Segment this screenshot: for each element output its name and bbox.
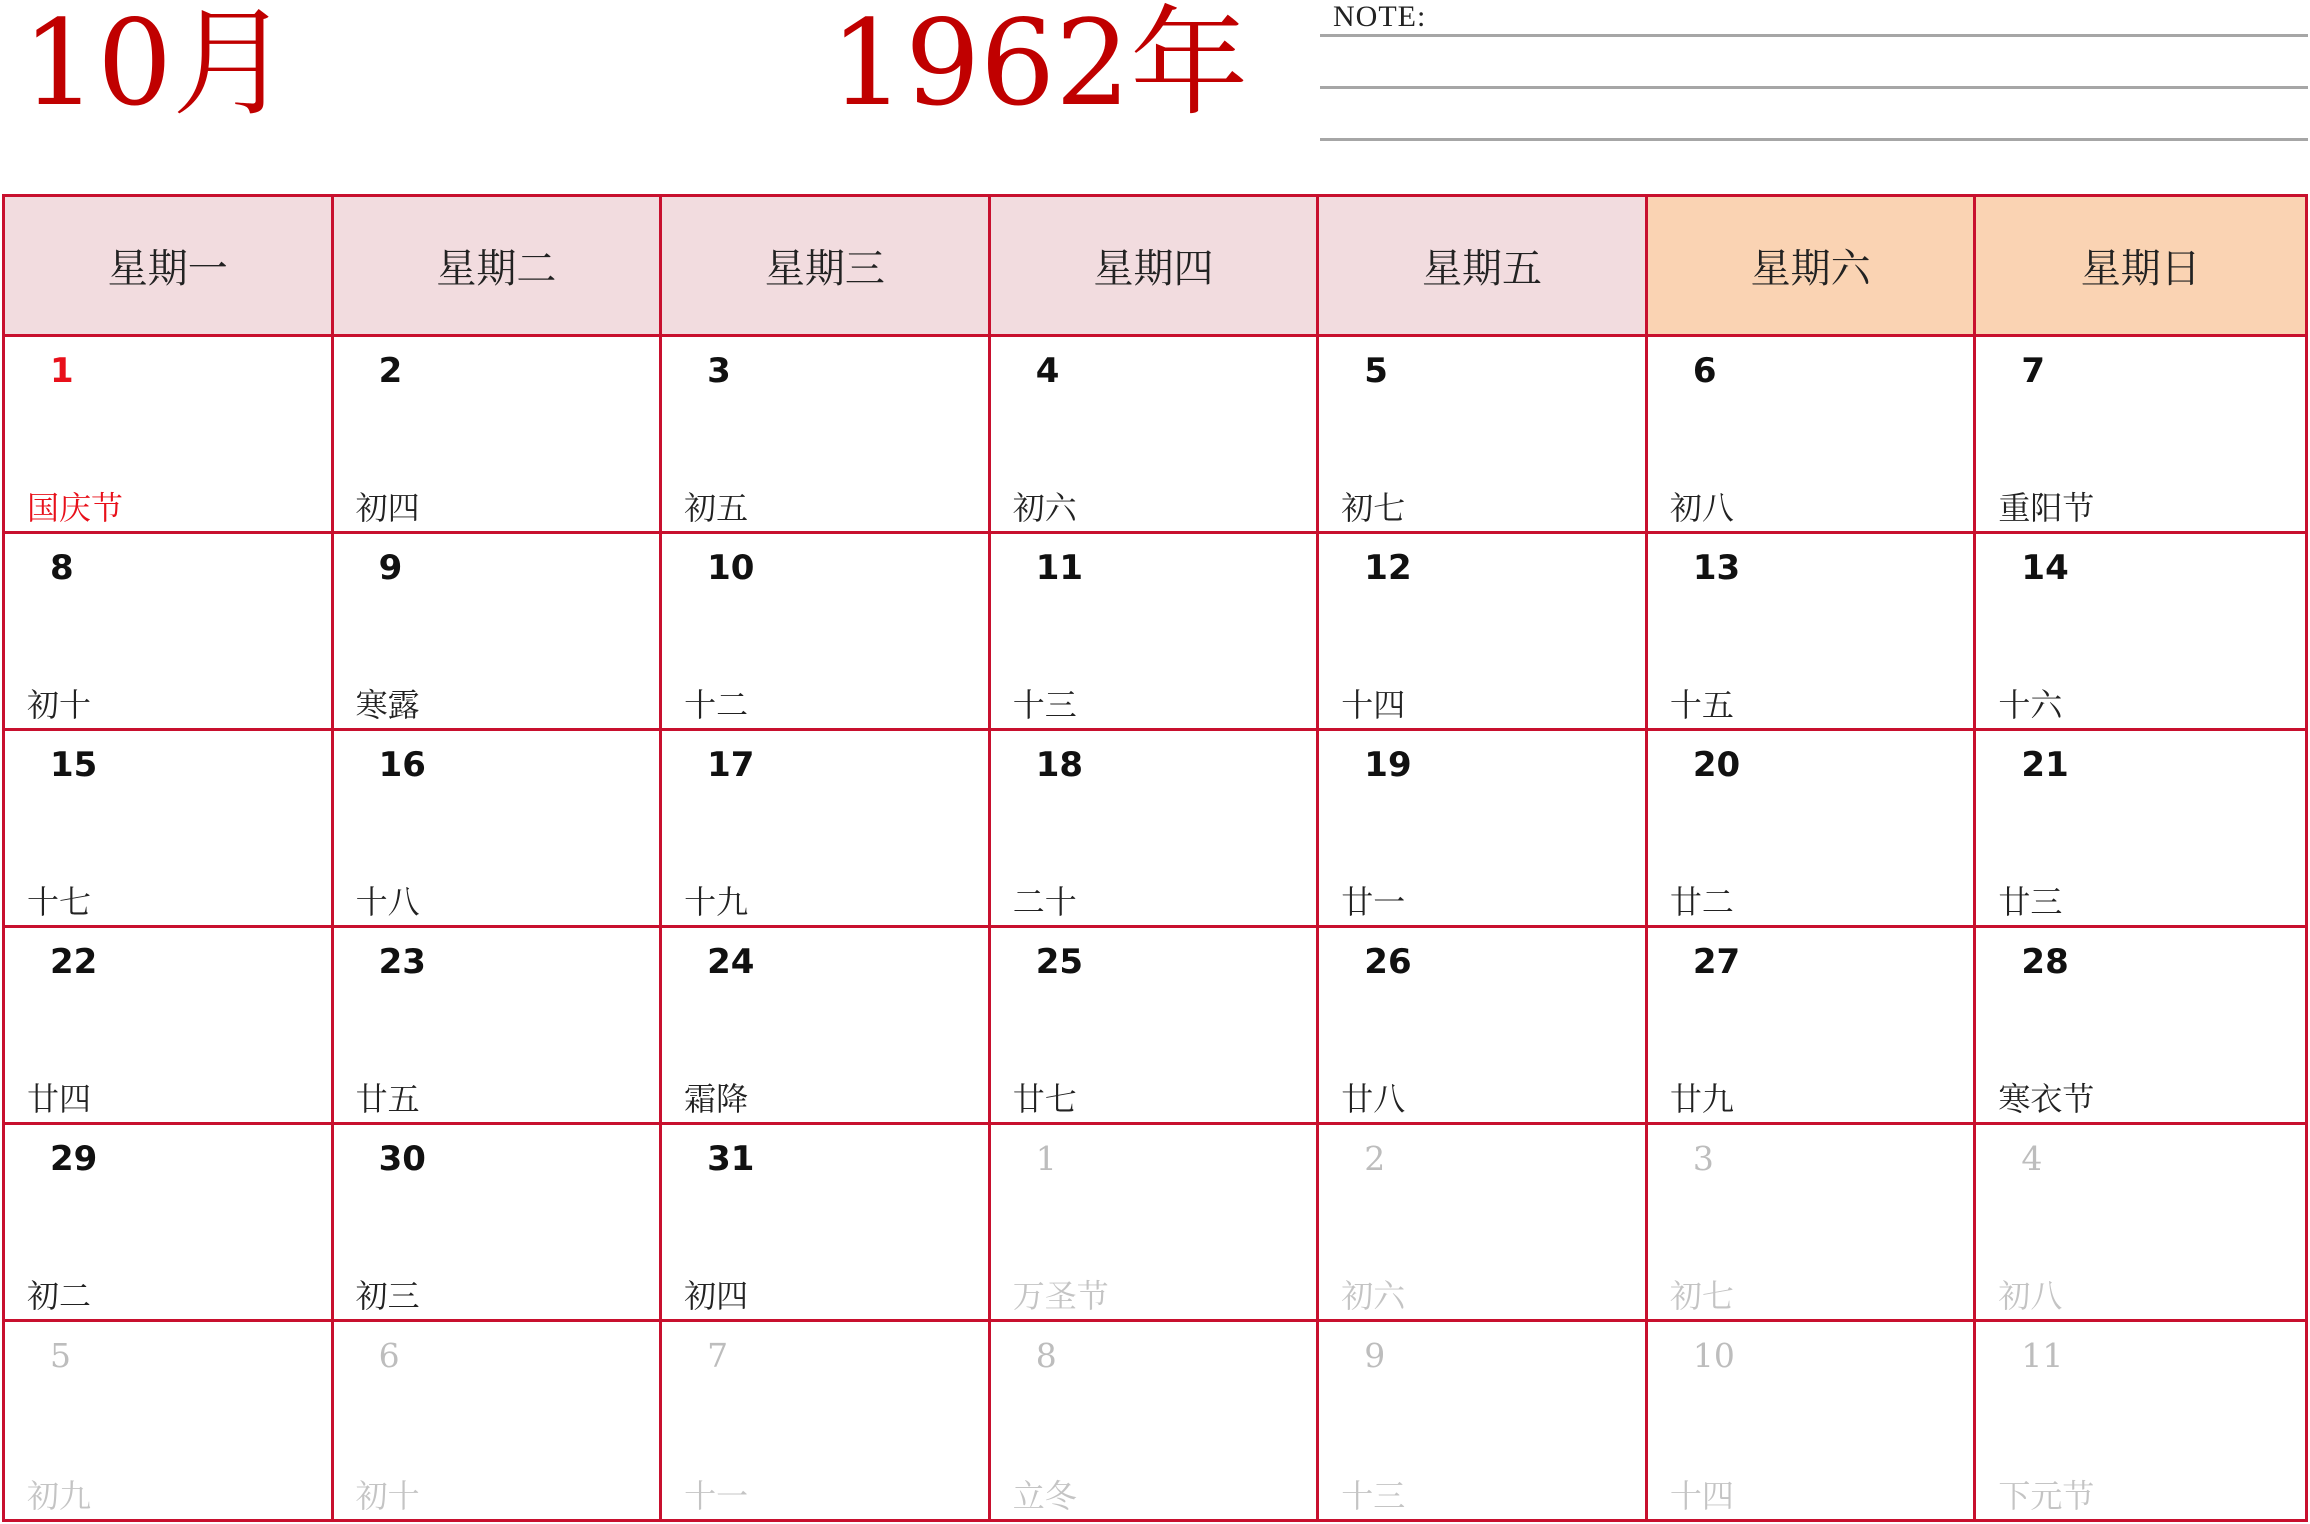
day-cell[interactable] [1976,337,2305,534]
day-cell[interactable] [662,1322,991,1519]
lunar-date: 初八 [1998,1277,2063,1315]
day-number: 4 [2021,1139,2043,1178]
lunar-date: 初六 [1012,489,1077,527]
note-label: NOTE: [1333,0,1427,33]
day-number: 7 [2021,351,2046,391]
day-cell[interactable] [1976,731,2305,928]
day-number: 6 [1692,351,1717,391]
day-number: 1 [50,351,74,391]
lunar-date: 十四 [1341,686,1406,724]
day-number: 14 [2021,548,2069,588]
day-cell[interactable] [334,928,663,1125]
day-number: 3 [707,351,731,391]
day-number: 11 [2021,1336,2064,1375]
day-number: 10 [1692,1336,1735,1375]
day-number: 31 [707,1139,755,1179]
weekday-header-tue: 星期二 [334,197,663,337]
day-cell[interactable] [662,731,991,928]
year-title: 1962年 [830,0,1249,132]
day-cell[interactable] [1976,1322,2305,1519]
lunar-date: 十四 [1669,1477,1734,1515]
lunar-date: 廿七 [1012,1080,1077,1118]
day-cell[interactable] [991,731,1320,928]
day-number: 21 [2021,745,2069,785]
lunar-date: 初三 [355,1277,420,1315]
day-cell[interactable] [1648,337,1977,534]
day-cell[interactable] [1319,731,1648,928]
day-cell[interactable] [1319,1322,1648,1519]
day-cell[interactable] [662,337,991,534]
day-number: 5 [1364,351,1388,391]
note-line [1320,86,2308,89]
day-number: 8 [1035,1336,1057,1375]
lunar-date: 霜降 [684,1080,749,1118]
day-number: 4 [1035,351,1060,391]
lunar-date: 初八 [1669,489,1734,527]
day-number: 24 [707,942,755,982]
day-cell[interactable] [1319,337,1648,534]
lunar-date: 立冬 [1012,1477,1077,1515]
day-number: 5 [50,1336,71,1375]
day-number: 12 [1364,548,1412,588]
day-number: 28 [2021,942,2069,982]
day-number: 17 [707,745,755,785]
lunar-date: 寒露 [355,686,420,724]
day-cell[interactable] [991,928,1320,1125]
day-cell[interactable] [1648,534,1977,731]
note-line [1320,138,2308,141]
day-cell[interactable] [334,731,663,928]
lunar-date: 初十 [27,686,92,724]
lunar-date: 廿一 [1341,883,1406,921]
lunar-date: 十三 [1012,686,1077,724]
day-cell[interactable] [1319,1125,1648,1322]
day-number: 7 [707,1336,729,1375]
day-cell[interactable] [991,337,1320,534]
day-cell[interactable] [5,928,334,1125]
weekday-header-thu: 星期四 [991,197,1320,337]
day-number: 25 [1035,942,1084,982]
day-number: 16 [378,745,426,785]
day-number: 6 [378,1336,400,1375]
day-cell[interactable] [5,337,334,534]
lunar-date: 廿四 [27,1080,92,1118]
day-number: 2 [1364,1139,1386,1178]
lunar-date: 廿三 [1998,883,2063,921]
day-cell[interactable] [334,337,663,534]
day-number: 19 [1364,745,1412,785]
month-title: 10月 [22,0,291,132]
lunar-date: 初四 [684,1277,749,1315]
lunar-date: 初七 [1341,489,1406,527]
lunar-date: 初九 [27,1477,92,1515]
lunar-date: 十九 [684,883,749,921]
day-cell[interactable] [334,1322,663,1519]
lunar-date: 十五 [1669,686,1734,724]
day-cell[interactable] [662,534,991,731]
lunar-date: 廿九 [1669,1080,1734,1118]
day-number: 8 [50,548,74,588]
day-cell[interactable] [334,534,663,731]
day-cell[interactable] [5,1125,334,1322]
day-number: 22 [50,942,98,982]
day-cell[interactable] [5,1322,334,1519]
day-cell[interactable] [334,1125,663,1322]
lunar-date: 初四 [355,489,420,527]
day-number: 26 [1364,942,1412,982]
lunar-date: 十二 [684,686,749,724]
day-cell[interactable] [662,1125,991,1322]
lunar-date: 初五 [684,489,749,527]
lunar-date: 十七 [27,883,92,921]
day-cell[interactable] [662,928,991,1125]
weekday-header-sat: 星期六 [1648,197,1977,337]
day-cell[interactable] [991,1125,1320,1322]
lunar-date: 十八 [355,883,420,921]
day-number: 1 [1035,1139,1057,1178]
day-number: 15 [50,745,98,785]
day-cell[interactable] [1976,1125,2305,1322]
lunar-date: 国庆节 [27,489,124,527]
note-line [1320,34,2308,37]
day-number: 18 [1035,745,1084,785]
lunar-date: 初七 [1669,1277,1734,1315]
day-cell[interactable] [1648,731,1977,928]
lunar-date: 廿五 [355,1080,420,1118]
day-number: 30 [378,1139,426,1179]
lunar-date: 廿二 [1669,883,1734,921]
day-cell[interactable] [1976,534,2305,731]
lunar-date: 十一 [684,1477,749,1515]
day-number: 2 [378,351,403,391]
lunar-date: 初六 [1341,1277,1406,1315]
weekday-header-fri: 星期五 [1319,197,1648,337]
lunar-date: 二十 [1012,883,1077,921]
lunar-date: 十六 [1998,686,2063,724]
day-cell[interactable] [1648,1322,1977,1519]
lunar-date: 下元节 [1998,1477,2095,1515]
lunar-date: 廿八 [1341,1080,1406,1118]
lunar-date: 万圣节 [1012,1277,1109,1315]
day-cell[interactable] [1648,1125,1977,1322]
day-cell[interactable] [1648,928,1977,1125]
day-cell[interactable] [1319,534,1648,731]
day-number: 20 [1692,745,1741,785]
lunar-date: 寒衣节 [1998,1080,2095,1118]
day-cell[interactable] [991,534,1320,731]
day-number: 11 [1035,548,1084,588]
lunar-date: 重阳节 [1998,489,2095,527]
weekday-header-sun: 星期日 [1976,197,2305,337]
day-cell[interactable] [1976,928,2305,1125]
lunar-date: 初二 [27,1277,92,1315]
day-number: 23 [378,942,426,982]
day-number: 29 [50,1139,98,1179]
day-number: 13 [1692,548,1741,588]
calendar-grid [2,194,2308,1522]
weekday-header-mon: 星期一 [5,197,334,337]
day-number: 9 [1364,1336,1386,1375]
lunar-date: 初十 [355,1477,420,1515]
day-number: 10 [707,548,755,588]
day-number: 3 [1692,1139,1714,1178]
day-cell[interactable] [991,1322,1320,1519]
day-number: 27 [1692,942,1741,982]
day-cell[interactable] [1319,928,1648,1125]
day-number: 9 [378,548,403,588]
weekday-header-wed: 星期三 [662,197,991,337]
lunar-date: 十三 [1341,1477,1406,1515]
day-cell[interactable] [5,731,334,928]
day-cell[interactable] [5,534,334,731]
